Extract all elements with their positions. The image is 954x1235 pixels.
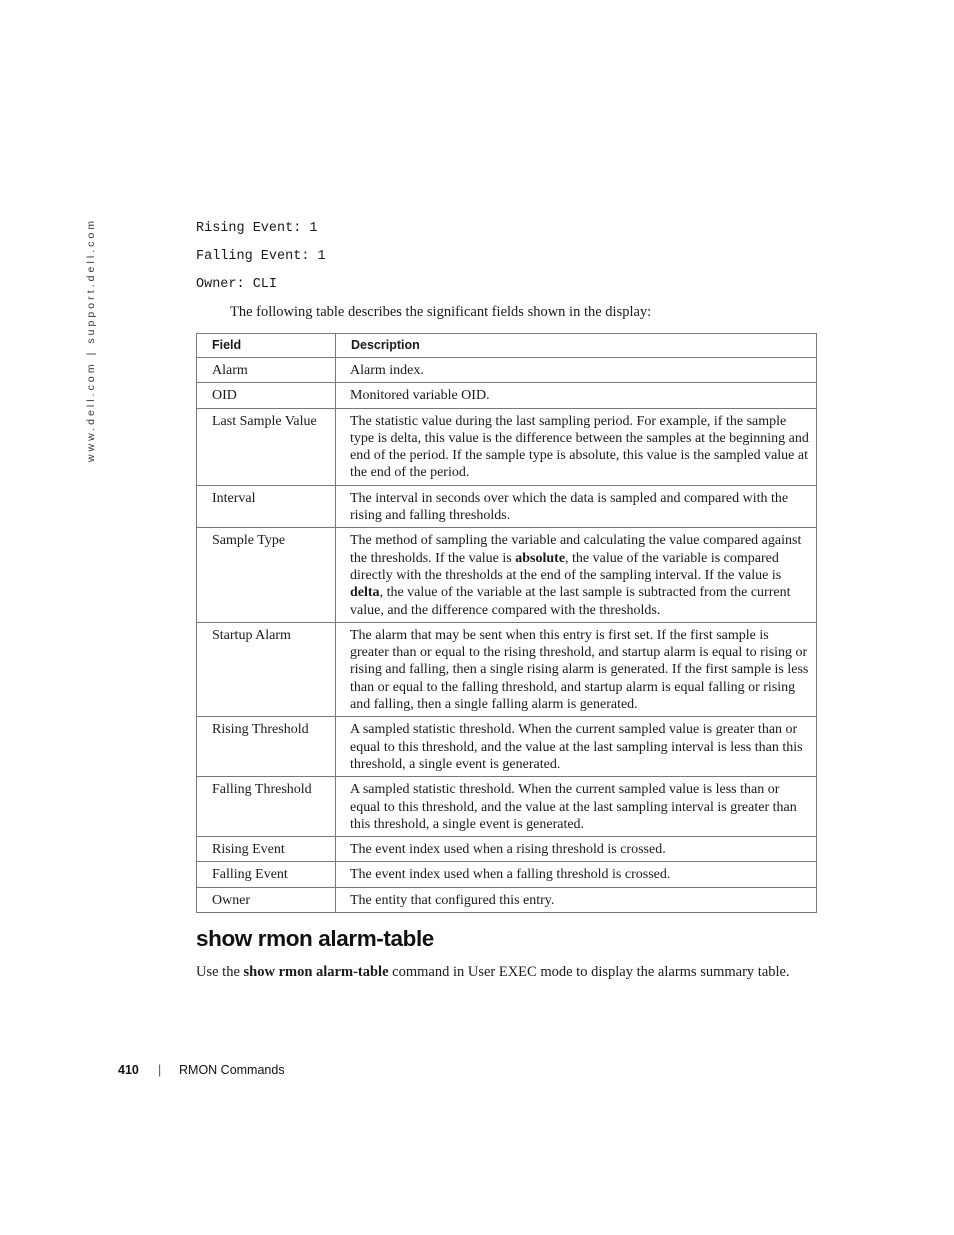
description-cell: A sampled statistic threshold. When the current sampled value is less than or equal to this threshold, and the value at the last sampling interval is greater than this threshold, a single event is generated. — [336, 777, 817, 837]
table-row — [197, 717, 817, 777]
footer-section-title: RMON Commands — [179, 1063, 285, 1077]
page-number: 410 — [118, 1063, 139, 1077]
field-cell: Falling Event — [197, 862, 336, 887]
description-cell: The alarm that may be sent when this entry is first set. If the first sample is greater than or equal to the rising threshold, and startup alarm is equal to rising or rising and falling, then a single rising alarm is generated. If the first sample is less than or equal to the falling threshold, and startup alarm is equal falling or rising and falling, then a single falling alarm is generated. — [336, 622, 817, 716]
field-cell: Interval — [197, 485, 336, 528]
description-cell: The entity that configured this entry. — [336, 887, 817, 912]
table-row — [197, 383, 817, 408]
description-cell: The interval in seconds over which the data is sampled and compared with the rising and falling thresholds. — [336, 485, 817, 528]
section-heading: show rmon alarm-table — [196, 926, 434, 951]
table-row — [197, 358, 817, 383]
field-cell: OID — [197, 383, 336, 408]
description-cell: The method of sampling the variable and calculating the value compared against the thresholds. If the value is absolute, the value of the variable is compared directly with the thresholds at the end of the sampling interval. If the value is delta, the value of the variable at the last sample is subtracted from the current value, and the difference compared with the thresholds. — [336, 528, 817, 622]
code-line-falling-event: Falling Event: 1 — [196, 249, 326, 264]
field-cell: Rising Threshold — [197, 717, 336, 777]
description-cell: Monitored variable OID. — [336, 383, 817, 408]
command-name: show rmon alarm-table — [243, 964, 389, 980]
description-cell: The event index used when a falling threshold is crossed. — [336, 862, 817, 887]
side-url-text: www.dell.com | support.dell.com — [85, 217, 97, 463]
field-cell: Falling Threshold — [197, 777, 336, 837]
table-row — [197, 862, 817, 887]
section-paragraph — [196, 963, 806, 981]
code-line-owner: Owner: CLI — [196, 277, 278, 292]
fields-table — [196, 333, 817, 913]
field-cell: Sample Type — [197, 528, 336, 622]
table-row — [197, 777, 817, 837]
paragraph-text-after: command in User EXEC mode to display the alarms summary table. — [388, 964, 790, 980]
table-row — [197, 887, 817, 912]
description-cell: The event index used when a rising threshold is crossed. — [336, 837, 817, 862]
field-cell: Owner — [197, 887, 336, 912]
intro-text: The following table describes the significant fields shown in the display: — [230, 304, 652, 320]
code-line-rising-event: Rising Event: 1 — [196, 221, 318, 236]
table-row — [197, 528, 817, 622]
field-cell: Alarm — [197, 358, 336, 383]
footer-separator: | — [158, 1063, 162, 1077]
field-cell: Last Sample Value — [197, 408, 336, 485]
table-row — [197, 485, 817, 528]
field-cell: Startup Alarm — [197, 622, 336, 716]
description-cell: The statistic value during the last sampling period. For example, if the sample type is delta, this value is the difference between the samples at the beginning and end of the period. If the sample type is absolute, this value is the sampled value at the end of the period. — [336, 408, 817, 485]
description-cell: A sampled statistic threshold. When the current sampled value is greater than or equal to this threshold, and the value at the last sampling interval is less than this threshold, a single event is generated. — [336, 717, 817, 777]
header-description: Description — [336, 334, 817, 358]
field-cell: Rising Event — [197, 837, 336, 862]
table-header-row — [197, 334, 817, 358]
table-row — [197, 837, 817, 862]
table-row — [197, 622, 817, 716]
side-url-banner — [84, 217, 98, 463]
paragraph-text-before: Use the — [196, 964, 244, 980]
description-cell: Alarm index. — [336, 358, 817, 383]
table-row — [197, 408, 817, 485]
header-field: Field — [197, 334, 336, 358]
